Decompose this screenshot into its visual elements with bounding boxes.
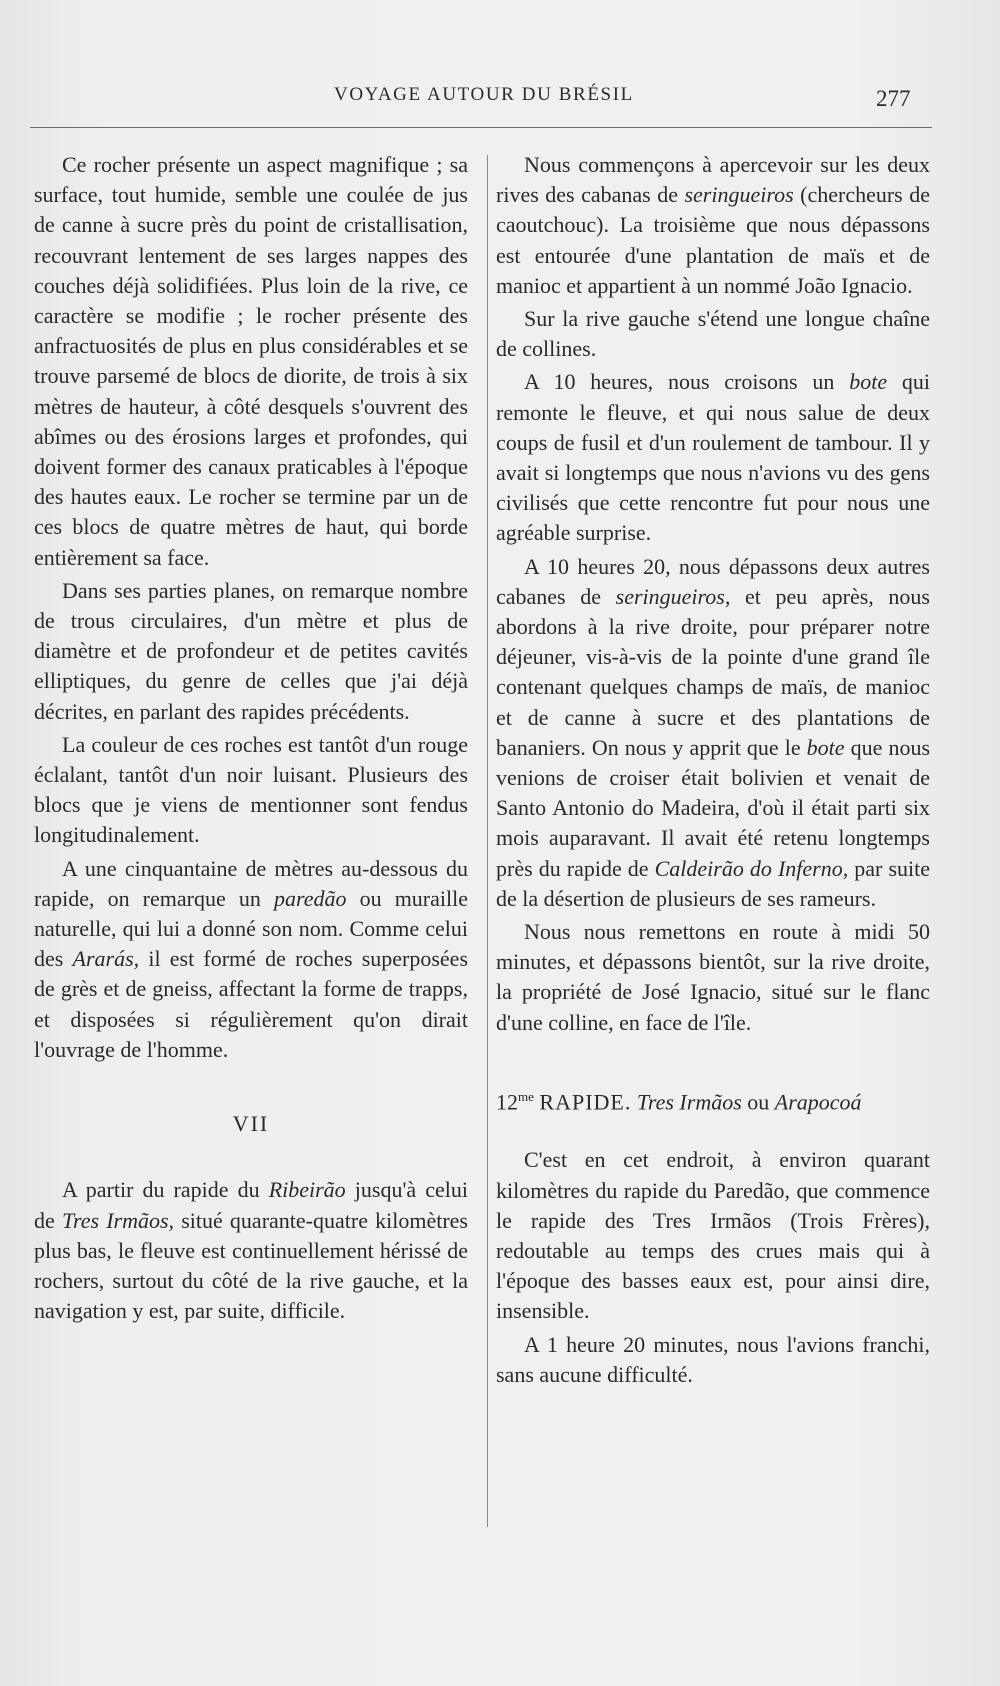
left-column xyxy=(34,150,468,1326)
italic-term: Caldeirão do Inferno, xyxy=(654,855,849,881)
rapid-name: Tres Irmãos xyxy=(636,1089,742,1115)
rapid-or: ou xyxy=(747,1089,770,1115)
text-run: A 10 heures 20, nous dépassons deux autres cabanes de xyxy=(496,553,930,609)
text-run: que nous venions de croiser était bolivien et venait de Santo Antonio do Madeira, d'où il était parti six mois auparavant. Il avait été retenu longtemps près du rapide de xyxy=(496,734,931,881)
italic-term: seringueiros xyxy=(684,182,794,208)
paragraph xyxy=(34,1175,468,1326)
text-run: situé quarante-quatre kilomètres plus bas, le fleuve est continuellement hérissé de rochers, surtout du côté de la rive gauche, et la navigation y est, par suite, difficile. xyxy=(34,1207,468,1324)
italic-term: bote xyxy=(806,734,845,760)
section-heading: VII xyxy=(232,1111,270,1137)
paragraph xyxy=(496,150,930,301)
paragraph: Ce rocher présente un aspect magnifique ; sa surface, tout humide, semble une coulée de jus de canne à sucre près du point de cristallisation, recouvrant lentement de ses larges nappes des couches déjà solidifiées. Plus loin de la rive, ce caractère se modifie ; le rocher présente des anfractuosités de plus en plus considérables et se trouve parsemé de blocs de diorite, de trois à six mètres de hauteur, à côté desquels s'ouvrent des abîmes ou des érosions larges et profondes, qui doivent former des canaux praticables à l'époque des hautes eaux. Le rocher se termine par un de ces blocs de quatre mètres de haut, qui borde entièrement sa face. xyxy=(34,152,468,570)
text-run: (chercheurs de caoutchouc). La troisième que nous dépassons est entourée d'une plantation de maïs et de manioc et appartient à un nommé João Ignacio. xyxy=(496,182,930,298)
header-rule xyxy=(30,127,932,128)
text-run: A 10 heures, nous croisons un xyxy=(524,369,850,395)
text-run: jusqu'à celui de xyxy=(34,1177,468,1233)
paragraph: A 1 heure 20 minutes, nous l'avions franchi, sans aucune difficulté. xyxy=(496,1331,930,1387)
column-divider xyxy=(487,155,488,1527)
text-run: par suite de la désertion de plusieurs de ses rameurs. xyxy=(496,855,930,911)
paragraph xyxy=(496,367,930,548)
text-run: ou muraille naturelle, qui lui a donné son nom. Comme celui des xyxy=(34,885,469,972)
paragraph: Dans ses parties planes, on remarque nombre de trous circulaires, d'un mètre et plus de diamètre et de profondeur et de petites cavités elliptiques, du genre de celles que j'ai déjà décrites, en parlant des rapides précédents. xyxy=(34,577,468,724)
paragraph: C'est en cet endroit, à environ quarant kilomètres du rapide du Paredão, que commence le rapide des Tres Irmãos (Trois Frères), redoutable au temps des crues mais qui à l'époque des basses eaux est, pour ainsi dire, insensible. xyxy=(496,1147,930,1324)
text-run: qui remonte le fleuve, et qui nous salue de deux coups de fusil et d'un roulement de tambour. Il y avait si longtemps que nous n'avions vu des gens civilisés que cette rencontre fut pour nous une agréable surprise. xyxy=(496,369,930,546)
italic-term: paredão xyxy=(273,885,347,911)
rapid-number: 12 xyxy=(496,1089,518,1115)
rapid-heading xyxy=(496,1082,930,1118)
text-run: A partir du rapide du xyxy=(62,1177,269,1203)
right-column xyxy=(496,150,930,1390)
running-title: VOYAGE AUTOUR DU BRÉSIL xyxy=(334,84,634,105)
italic-term: bote xyxy=(849,369,888,395)
italic-term: Tres Irmãos, xyxy=(61,1207,175,1233)
paragraph: La couleur de ces roches est tantôt d'un rouge éclalant, tantôt d'un noir luisant. Plusieurs des blocs que je viens de mentionner sont fendus longitudinalement. xyxy=(34,731,468,848)
paragraph: Nous nous remettons en route à midi 50 minutes, et dépassons bientôt, sur la rive droite, la propriété de José Ignacio, situé sur le flanc d'une colline, en face de l'île. xyxy=(496,919,930,1035)
page-number: 277 xyxy=(876,86,911,111)
paragraph xyxy=(34,854,468,1065)
rapid-alt-name: Arapocoá xyxy=(774,1089,862,1115)
rapid-label: RAPIDE. xyxy=(539,1089,632,1115)
text-run: A une cinquantaine de mètres au-dessous du rapide, on remarque un xyxy=(34,855,468,911)
page-header xyxy=(0,84,1000,114)
text-run: il est formé de roches superposées de grès et de gneiss, affectant la forme de trapps, et disposées si régulièrement qu'on dirait l'ouvrage de l'homme. xyxy=(34,946,469,1062)
text-run: et peu après, nous abordons à la rive droite, pour préparer notre déjeuner, vis-à-vis de la pointe d'une grand île contenant quelques champs de maïs, de manioc et de canne à sucre et des plantations de bananiers. On nous y apprit que le xyxy=(496,583,930,760)
paragraph: Sur la rive gauche s'étend une longue chaîne de collines. xyxy=(496,306,930,362)
italic-term: Ararás, xyxy=(72,946,140,972)
text-run: Nous commençons à apercevoir sur les deux rives des cabanas de xyxy=(496,152,930,208)
paragraph xyxy=(496,552,930,914)
italic-term: Ribeirão xyxy=(268,1177,346,1203)
italic-term: seringueiros, xyxy=(615,583,731,609)
rapid-ordinal: me xyxy=(518,1088,534,1104)
